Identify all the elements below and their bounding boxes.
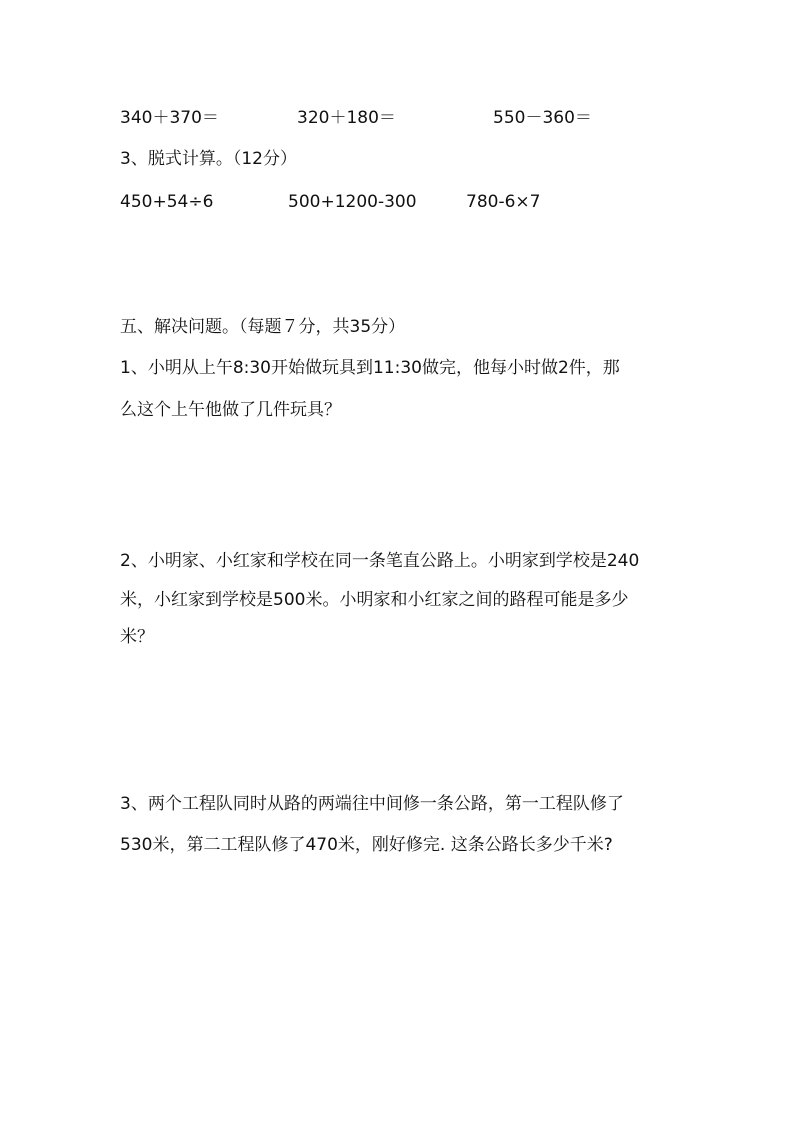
question-3-line-1: 3、两个工程队同时从路的两端往中间修一条公路，第一工程队修了 — [120, 794, 624, 814]
question-1-line-1: 1、小明从上午8:30开始做玩具到11:30做完，他每小时做2件，那 — [120, 358, 620, 378]
question-2-line-3: 米？ — [120, 627, 154, 647]
question-1-line-2: 么这个上午他做了几件玩具？ — [120, 400, 341, 420]
section3-title: 3、脱式计算。（12分） — [120, 149, 297, 169]
section3-expr-2: 500+1200-300 — [288, 192, 417, 212]
oral-calc-2: 320＋180＝ — [297, 108, 396, 128]
section3-expr-1: 450+54÷6 — [120, 192, 214, 212]
question-2-line-2: 米，小红家到学校是500米。小明家和小红家之间的路程可能是多少 — [120, 590, 629, 610]
oral-calc-3: 550－360＝ — [493, 108, 592, 128]
question-2-line-1: 2、小明家、小红家和学校在同一条笔直公路上。小明家到学校是240 — [120, 551, 640, 571]
section5-title: 五、解决问题。（每题７分，共35分） — [120, 317, 406, 337]
section3-expr-3: 780-6×7 — [466, 192, 541, 212]
oral-calc-1: 340＋370＝ — [120, 108, 219, 128]
question-3-line-2: 530米，第二工程队修了470米，刚好修完. 这条公路长多少千米? — [120, 835, 613, 855]
